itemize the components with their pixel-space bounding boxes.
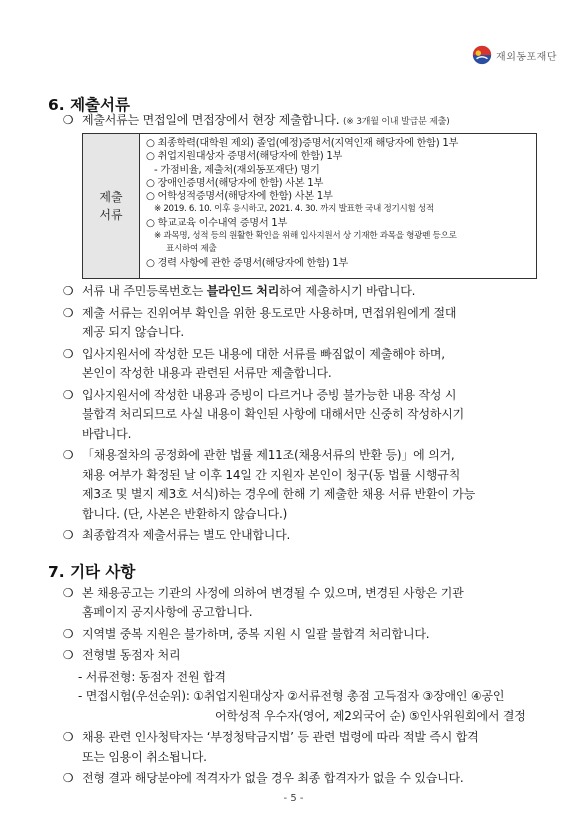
doc-note: 표시하여 제출: [166, 244, 217, 255]
bullet-icon: ❍: [62, 730, 74, 744]
bullet-icon: ❍: [62, 771, 74, 785]
table-label: 제출 서류: [83, 134, 140, 278]
item-text: 전형 결과 해당분야에 적격자가 없을 경우 최종 합격자가 없을 수 있습니다.: [82, 771, 464, 785]
section-7-heading: 7. 기타 사항: [48, 562, 136, 581]
doc-row: ○ 학교교육 이수내역 증명서 1부: [146, 217, 288, 229]
foundation-logo: [471, 44, 557, 66]
table-content: [140, 134, 536, 278]
tie-rule: 어학성적 우수자(영어, 제2외국어 순) ⑤인사위원회에서 결정: [215, 708, 526, 723]
doc-row: ○ 최종학력(대학원 제외) 졸업(예정)증명서(지역인재 해당자에 한함) 1부: [146, 138, 459, 149]
doc-subrow: - 가점비율, 제출처(재외동포재단) 명기: [154, 164, 320, 176]
intro-text: 제출서류는 면접일에 면접장에서 현장 제출합니다.: [82, 113, 340, 127]
section-7-item: [62, 728, 542, 767]
section-6-intro: [62, 111, 542, 133]
blind-processing-text: 블라인드 처리: [206, 284, 280, 298]
section-6-item: ❍ 「채용절차의 공정화에 관한 법률 제11조(채용서류의 반환 등)」에 의거, 채용 여부가 확정된 날 이후 14일 간 지원자 본인이 청구(동 법률 시행규칙 제3조 및 별지 제3호 서식)하는 경우에 한해 기 제출한 채용 서류 반환이 가능 합니다. (단, 사본은 반환하지 않습니다.): [62, 448, 476, 521]
item-text: 채용 관련 인사청탁자는 ‘부정청탁금지법’ 등 관련 법령에 따라 적발 즉시 합격 또는 임용이 취소됩니다.: [82, 730, 479, 764]
section-7-item: [62, 769, 542, 789]
doc-row: ○ 경력 사항에 관한 증명서(해당자에 한함) 1부: [146, 257, 348, 269]
section-7-item: ❍ 지역별 중복 지원은 불가하며, 중복 지원 시 일괄 불합격 처리합니다.: [62, 626, 430, 641]
section-6-item: ❍ 서류 내 주민등록번호는 블라인드 처리하여 제출하시기 바랍니다.: [62, 284, 416, 298]
intro-note: (※ 3개월 이내 발급분 제출): [342, 117, 450, 127]
page-number: - 5 -: [283, 793, 304, 804]
logo-text: 재외동포재단: [496, 51, 557, 63]
doc-note: ※ 과목명, 성적 등의 원활한 확인을 위해 입사지원서 상 기재한 과목을 형광펜 등으로: [154, 231, 457, 242]
tie-rule: - 서류전형: 동점자 전원 합격: [78, 669, 226, 684]
section-7-item: ❍ 본 채용공고는 기관의 사정에 의하여 변경될 수 있으며, 변경된 사항은 기관 홈페이지 공지사항에 공고합니다.: [62, 585, 464, 619]
section-6-item: ❍ 최종합격자 제출서류는 별도 안내합니다.: [62, 528, 291, 542]
doc-row: ○ 어학성적증명서(해당자에 한함) 사본 1부: [146, 191, 333, 203]
tie-rule: - 면접시험(우선순위): ①취업지원대상자 ②서류전형 총점 고득점자 ③장애인 ④공인: [78, 689, 505, 703]
bullet-icon: ❍: [62, 113, 74, 127]
section-6-item: ❍ 입사지원서에 작성한 내용과 증빙이 다르거나 증빙 불가능한 내용 작성 시 불합격 처리되므로 사실 내용이 확인된 사항에 대해서만 신중히 작성하시기 바랍니다.: [62, 387, 465, 441]
section-6-item: ❍ 제출 서류는 진위여부 확인을 위한 용도로만 사용하며, 면접위원에게 절대 제공 되지 않습니다.: [62, 305, 457, 339]
section-6-heading: 6. 제출서류: [48, 96, 130, 114]
section-7-item: ❍ 전형별 동점자 처리: [62, 648, 181, 662]
section-6-item: ❍ 입사지원서에 작성한 모든 내용에 대한 서류를 빠짐없이 제출해야 하며, 본인이 작성한 내용과 관련된 서류만 제출합니다.: [62, 346, 445, 380]
required-documents-table: [82, 133, 537, 279]
doc-note: ※ 2019. 6. 10. 이후 응시하고, 2021. 4. 30. 까지 발표한 국내 정기시험 성적: [154, 204, 434, 215]
doc-row: ○ 취업지원대상자 증명서(해당자에 한함) 1부: [146, 151, 343, 163]
doc-row: ○ 장애인증명서(해당자에 한함) 사본 1부: [146, 177, 323, 189]
logo-emblem-icon: [471, 44, 493, 66]
